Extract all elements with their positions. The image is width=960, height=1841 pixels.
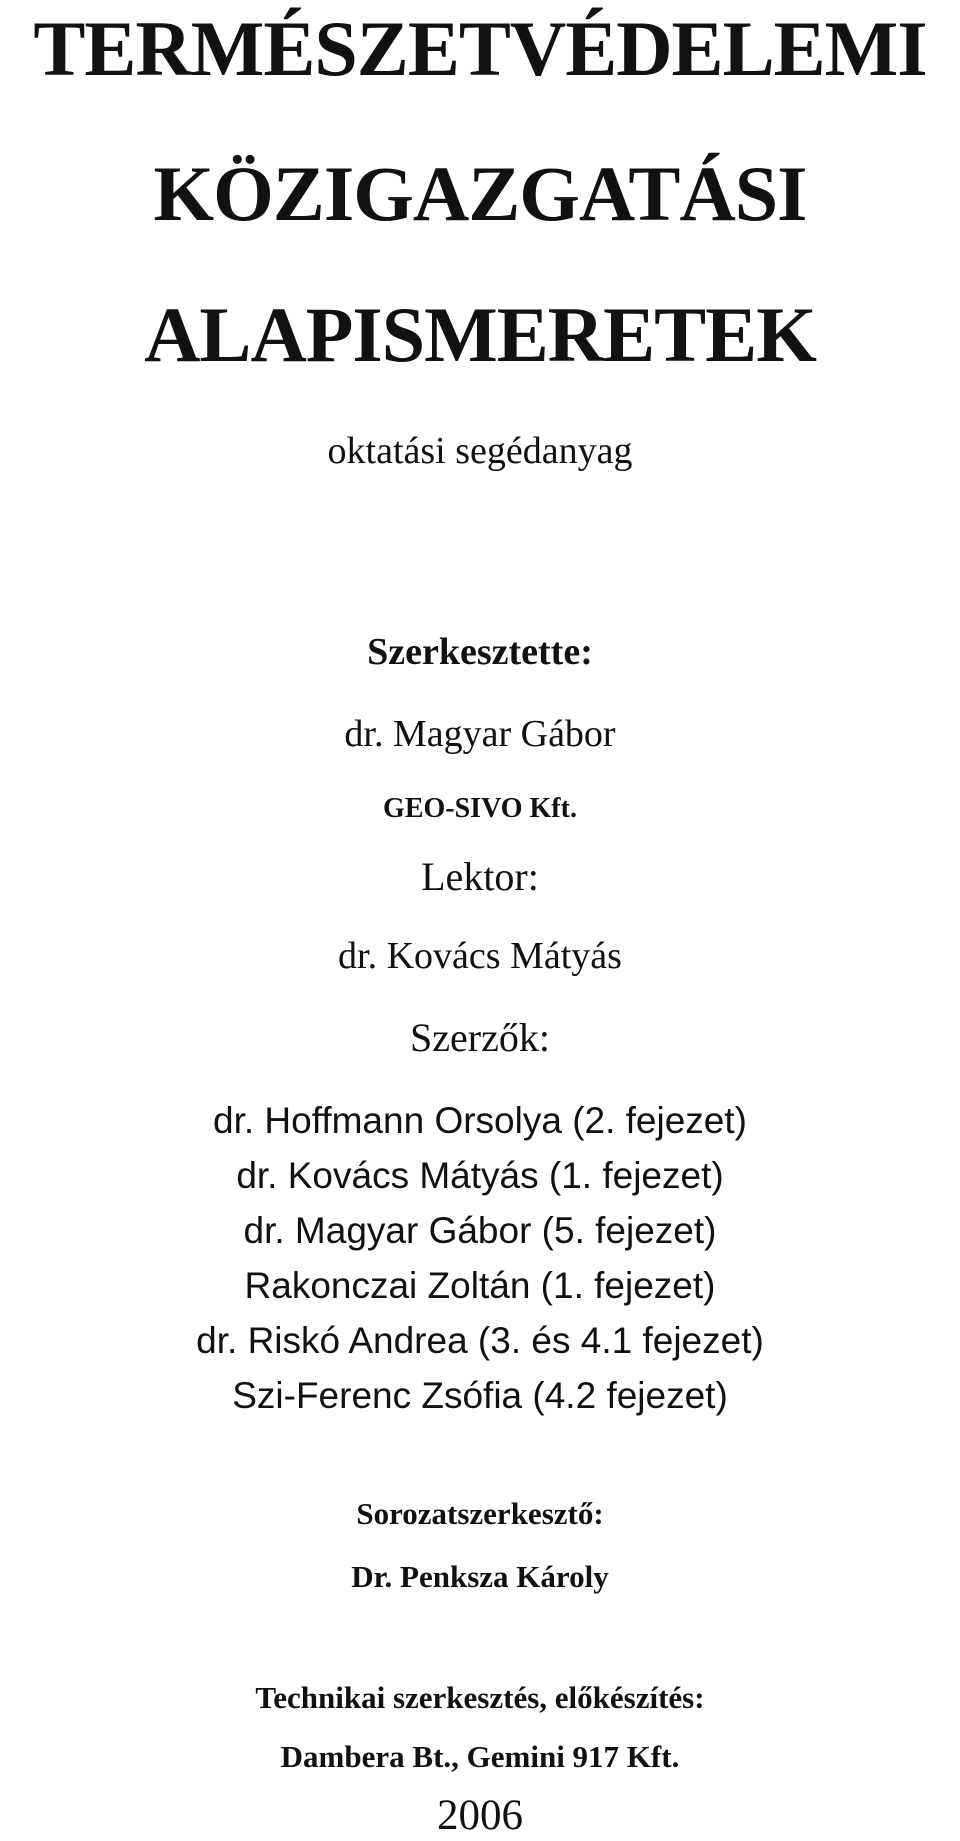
- technical-value: Dambera Bt., Gemini 917 Kft.: [280, 1739, 680, 1774]
- author-item: dr. Kovács Mátyás (1. fejezet): [236, 1155, 724, 1196]
- title-line-3: ALAPISMERETEK: [144, 291, 816, 378]
- editor-organization: GEO-SIVO Kft.: [383, 793, 577, 824]
- authors-list: [0, 1093, 960, 1423]
- reviewer-name: dr. Kovács Mátyás: [338, 935, 622, 977]
- author-item: Rakonczai Zoltán (1. fejezet): [244, 1265, 716, 1306]
- publication-year: 2006: [437, 1792, 523, 1839]
- authors-label: Szerzők:: [410, 1015, 550, 1060]
- editor-label: Szerkesztette:: [367, 631, 593, 673]
- subtitle: oktatási segédanyag: [327, 430, 633, 472]
- title-line-1: TERMÉSZETVÉDELEMI: [33, 5, 927, 92]
- author-item: dr. Hoffmann Orsolya (2. fejezet): [213, 1100, 747, 1141]
- author-item: dr. Riskó Andrea (3. és 4.1 fejezet): [196, 1320, 764, 1361]
- technical-label: Technikai szerkesztés, előkészítés:: [255, 1680, 705, 1715]
- reviewer-label: Lektor:: [421, 854, 539, 899]
- series-editor-name: Dr. Penksza Károly: [351, 1559, 609, 1594]
- editor-name: dr. Magyar Gábor: [344, 713, 616, 755]
- title-line-2: KÖZIGAZGATÁSI: [153, 150, 807, 237]
- author-item: Szi-Ferenc Zsófia (4.2 fejezet): [232, 1375, 728, 1416]
- author-item: dr. Magyar Gábor (5. fejezet): [243, 1210, 717, 1251]
- series-editor-label: Sorozatszerkesztő:: [356, 1496, 604, 1531]
